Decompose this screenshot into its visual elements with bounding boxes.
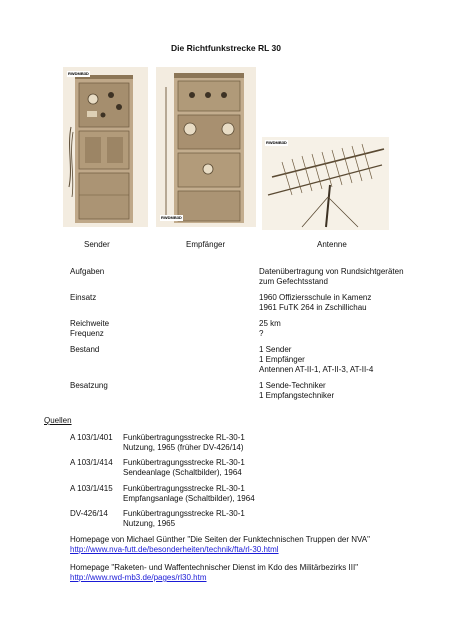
detail-label: Reichweite — [70, 319, 110, 328]
homepage-entry — [70, 535, 370, 555]
source-line: Funkübertragungsstrecke RL-30-1 — [123, 433, 245, 442]
homepage-link[interactable]: http://www.nva-futt.de/besonderheiten/technik/fta/rl-30.html — [70, 545, 279, 554]
caption-sender: Sender — [84, 240, 110, 249]
source-line: Empfangsanlage (Schaltbilder), 1964 — [123, 494, 255, 503]
source-line: Funkübertragungsstrecke RL-30-1 — [123, 484, 245, 493]
source-desc — [123, 458, 245, 478]
antenne-stamp: RWDMB3D — [266, 140, 287, 145]
detail-value — [259, 345, 373, 375]
source-desc — [123, 509, 245, 529]
detail-value — [259, 381, 334, 401]
sender-photo — [63, 67, 148, 227]
detail-value — [259, 267, 404, 287]
caption-antenne: Antenne — [317, 240, 347, 249]
sources-heading: Quellen — [44, 416, 72, 425]
source-code: A 103/1/401 — [70, 433, 113, 442]
homepage-text: Homepage von Michael Günther "Die Seiten der Funktechnischen Truppen der NVA" — [70, 535, 370, 544]
detail-label: Bestand — [70, 345, 100, 354]
detail-line: Datenübertragung von Rundsichtgeräten — [259, 267, 404, 276]
detail-line: 1961 FuTK 264 in Zschillichau — [259, 303, 367, 312]
antenne-photo — [262, 137, 389, 230]
page-title: Die Richtfunkstrecke RL 30 — [171, 43, 281, 53]
detail-line: zum Gefechtsstand — [259, 277, 328, 286]
detail-line: Antennen AT-II-1, AT-II-3, AT-II-4 — [259, 365, 374, 374]
source-line: Sendeanlage (Schaltbilder), 1964 — [123, 468, 242, 477]
detail-line: 1960 Offiziersschule in Kamenz — [259, 293, 372, 302]
detail-line: 1 Sende-Techniker — [259, 381, 326, 390]
empfaenger-photo — [156, 67, 256, 227]
detail-label: Aufgaben — [70, 267, 105, 276]
empfaenger-stamp: RWDMB3D — [161, 215, 182, 220]
detail-line: 1 Empfangstechniker — [259, 391, 335, 400]
caption-empfaenger: Empfänger — [186, 240, 226, 249]
sender-stamp: RWDMB3D — [68, 71, 89, 76]
source-line: Funkübertragungsstrecke RL-30-1 — [123, 458, 245, 467]
homepage-link[interactable]: http://www.rwd-mb3.de/pages/rl30.htm — [70, 573, 207, 582]
detail-line: 25 km — [259, 319, 281, 328]
source-code: DV-426/14 — [70, 509, 108, 518]
detail-value — [259, 319, 281, 329]
detail-line: 1 Sender — [259, 345, 292, 354]
source-desc — [123, 433, 245, 453]
detail-value — [259, 329, 263, 339]
detail-label: Frequenz — [70, 329, 104, 338]
source-code: A 103/1/414 — [70, 458, 113, 467]
detail-line: ? — [259, 329, 264, 338]
source-line: Nutzung, 1965 — [123, 519, 176, 528]
detail-line: 1 Empfänger — [259, 355, 305, 364]
homepage-text: Homepage "Raketen- und Waffentechnischer Dienst im Kdo des Militärbezirks III" — [70, 563, 359, 572]
detail-value — [259, 293, 371, 313]
source-line: Nutzung, 1965 (früher DV-426/14) — [123, 443, 244, 452]
source-code: A 103/1/415 — [70, 484, 113, 493]
source-desc — [123, 484, 255, 504]
detail-label: Einsatz — [70, 293, 97, 302]
homepage-entry — [70, 563, 358, 583]
detail-label: Besatzung — [70, 381, 108, 390]
source-line: Funkübertragungsstrecke RL-30-1 — [123, 509, 245, 518]
